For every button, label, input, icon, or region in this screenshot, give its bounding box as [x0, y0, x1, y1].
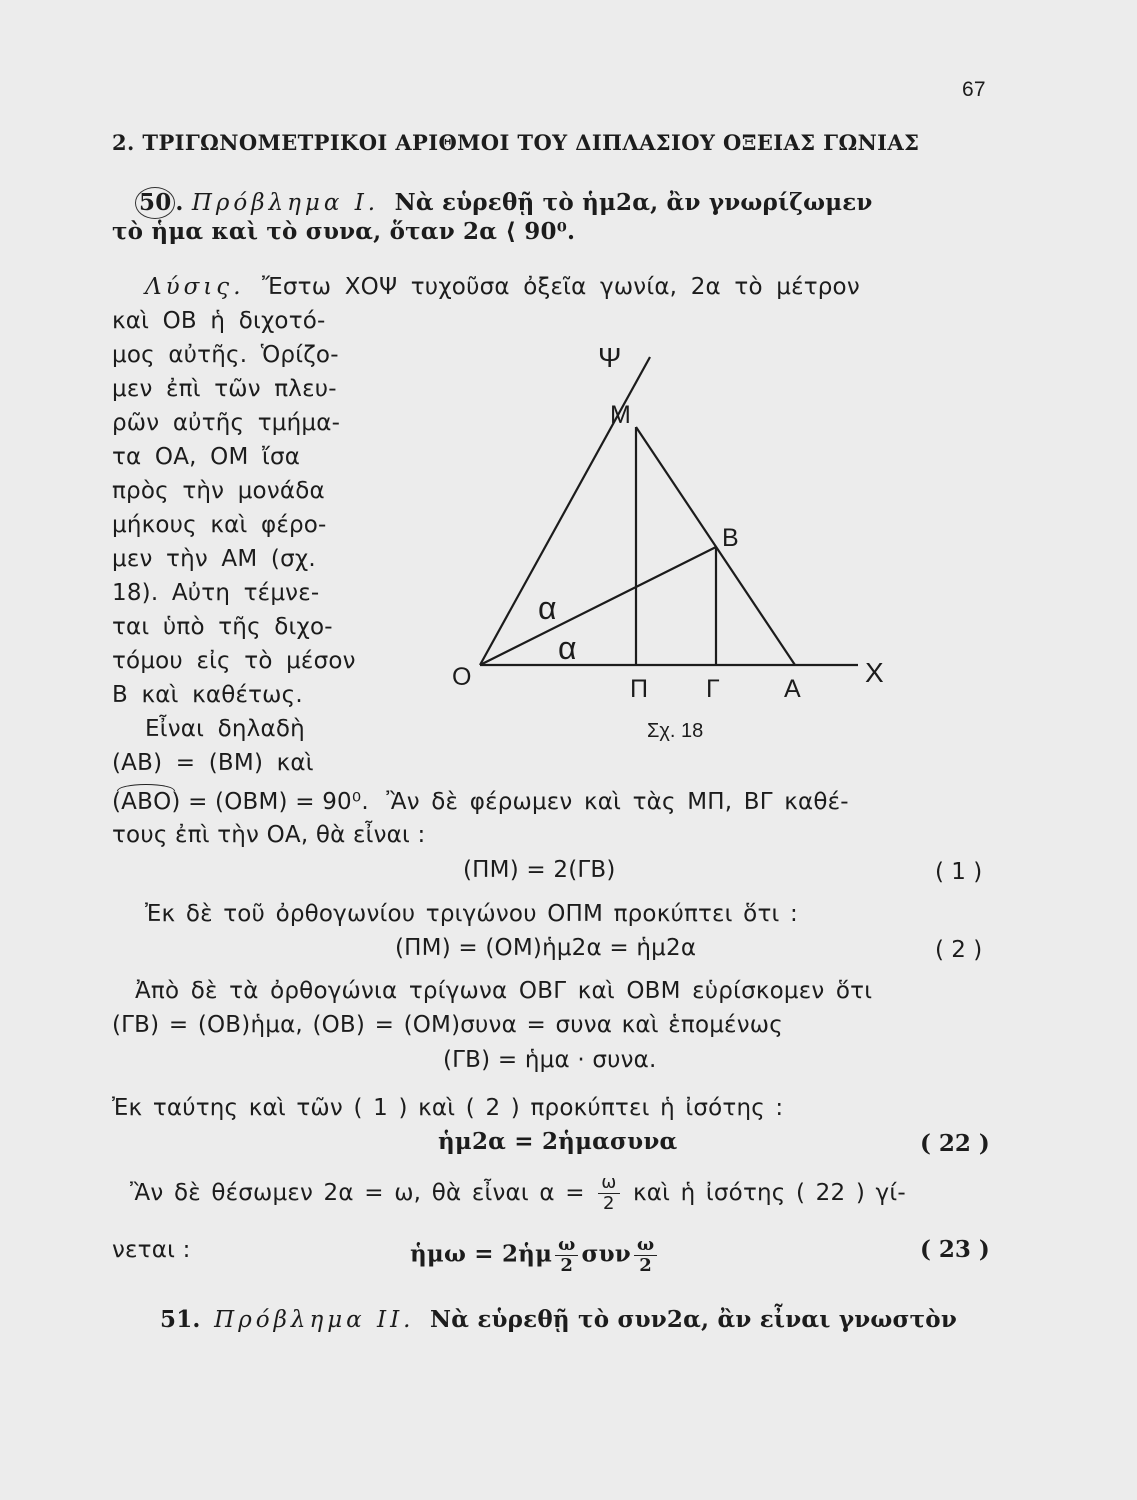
equation-2-number: ( 2 ): [935, 937, 983, 963]
problem-label: Πρόβλημα Ι.: [191, 190, 380, 216]
fraction-omega-2: [598, 1173, 619, 1214]
narrow-line: τόμου εἰς τὸ μέσον: [112, 648, 356, 674]
narrow-line: μεν ἐπὶ τῶν πλευ-: [112, 376, 337, 402]
section-title: 2. ΤΡΙΓΩΝΟΜΕΤΡΙΚΟΙ ΑΡΙΘΜΟΙ ΤΟΥ ΔΙΠΛΑΣΙΟΥ ΟΞΕΙΑΣ ΓΩΝΙΑΣ: [112, 130, 920, 155]
perp-line: τους ἐπὶ τὴν ΟΑ, θὰ εἶναι :: [112, 822, 426, 848]
angle-abo: (ΑΒΟ): [112, 789, 181, 815]
label-psi: Ψ: [598, 342, 622, 373]
set-omega-line: [130, 1173, 906, 1214]
solution-line1: [145, 272, 860, 302]
gb-line: (ΓΒ) = (ΟΒ)ἡμα, (ΟΒ) = (ΟΜ)συνα = συνα καὶ ἑπομένως: [112, 1012, 783, 1038]
equation-23-frac2: [634, 1235, 657, 1276]
label-x: Χ: [865, 657, 884, 688]
eq23-frac2-den: 2: [639, 1255, 652, 1276]
equation-23-part2: συν: [581, 1240, 631, 1268]
eq23-frac1-num: ω: [555, 1235, 578, 1256]
equation-23: [410, 1235, 660, 1276]
equation-23-part1: ἡμω = 2ἡμ: [410, 1240, 553, 1268]
angle-equation-line: [112, 787, 849, 817]
narrow-line: Εἶναι δηλαδὴ: [145, 716, 305, 742]
bisector-ob: [480, 547, 716, 665]
label-m: Μ: [610, 401, 631, 429]
problem-50-line1: 50 . Πρόβλημα Ι. Νὰ εὑρεθῇ τὸ ἡμ2α, ἂν γνωρίζωμεν: [135, 187, 873, 219]
equation-23-frac1: [555, 1235, 578, 1276]
equation-23-number: ( 23 ): [920, 1236, 990, 1263]
narrow-line: ρῶν αὐτῆς τμήμα-: [112, 410, 341, 436]
label-p: Π: [630, 675, 649, 703]
gb-equation: (ΓΒ) = ἡμα · συνα.: [443, 1047, 657, 1073]
angle-rest: Ἂν δὲ φέρωμεν καὶ τὰς ΜΠ, ΒΓ καθέ-: [386, 789, 849, 815]
narrow-line: ται ὑπὸ τῆς διχο-: [112, 614, 333, 640]
fraction-numerator: ω: [598, 1173, 619, 1194]
label-a: Α: [784, 675, 801, 703]
eq23-frac1-den: 2: [560, 1255, 574, 1276]
problem-number: 50: [135, 187, 175, 219]
label-o: Ο: [452, 663, 472, 691]
set-omega-text-end: καὶ ἡ ἰσότης ( 22 ) γί-: [633, 1180, 906, 1206]
label-g: Γ: [706, 675, 720, 703]
narrow-line: πρὸς τὴν μονάδα: [112, 478, 325, 504]
problem-51-line: [160, 1305, 957, 1335]
label-alpha-2: α: [558, 630, 577, 666]
problem-51-number: 51.: [160, 1306, 201, 1333]
equation-1-number: ( 1 ): [935, 859, 983, 885]
narrow-line: μος αὐτῆς. Ὁρίζο-: [112, 342, 339, 368]
eq23-frac2-num: ω: [634, 1235, 657, 1256]
set-omega-text: Ἂν δὲ θέσωμεν 2α = ω, θὰ εἶναι α =: [130, 1180, 585, 1206]
equation-2: (ΠΜ) = (ΟΜ)ἡμ2α = ἡμ2α: [395, 935, 697, 961]
equation-22-number: ( 22 ): [920, 1130, 990, 1157]
label-alpha-1: α: [538, 590, 557, 626]
narrow-line: μήκους καὶ φέρο-: [112, 512, 327, 538]
solution-text: Ἔστω ΧΟΨ τυχοῦσα ὀξεῖα γωνία, 2α τὸ μέτρον: [262, 274, 860, 300]
figure-18: [440, 335, 920, 755]
problem-51-label: Πρόβλημα ΙΙ.: [214, 1307, 415, 1333]
narrow-line: καὶ ΟΒ ἡ διχοτό-: [112, 308, 326, 334]
problem-51-statement: Νὰ εὑρεθῇ τὸ συν2α, ἂν εἶναι γνωστὸν: [430, 1306, 957, 1333]
angle-obm: = (ΟΒΜ) = 90⁰.: [188, 789, 369, 815]
right-triangles-line: Ἀπὸ δὲ τὰ ὀρθογώνια τρίγωνα ΟΒΓ καὶ ΟΒΜ εὑρίσκομεν ὅτι: [135, 978, 873, 1004]
narrow-line: Β καὶ καθέτως.: [112, 682, 303, 708]
narrow-line: 18). Αὐτη τέμνε-: [112, 580, 320, 606]
equation-1: (ΠΜ) = 2(ΓΒ): [463, 857, 616, 883]
problem-statement: Νὰ εὑρεθῇ τὸ ἡμ2α, ἂν γνωρίζωμεν: [394, 189, 873, 216]
label-b: Β: [722, 524, 739, 552]
narrow-line: τα ΟΑ, ΟΜ ἴσα: [112, 444, 301, 470]
narrow-line: (ΑΒ) = (ΒΜ) καὶ: [112, 750, 314, 776]
solution-label: Λύσις.: [145, 274, 245, 300]
from-line: Ἐκ ταύτης καὶ τῶν ( 1 ) καὶ ( 2 ) προκύπτει ἡ ἰσότης :: [112, 1095, 784, 1121]
triangle-line: Ἐκ δὲ τοῦ ὀρθογωνίου τριγώνου ΟΠΜ προκύπτει ὅτι :: [145, 901, 798, 927]
fraction-denominator: 2: [603, 1193, 615, 1214]
equation-22: ἡμ2α = 2ἡμασυνα: [438, 1128, 678, 1155]
problem-statement-cont: τὸ ἡμα καὶ τὸ συνα, ὅταν 2α ⟨ 90⁰.: [112, 218, 576, 245]
becomes-line: νεται :: [112, 1237, 191, 1263]
narrow-line: μεν τὴν ΑΜ (σχ.: [112, 546, 316, 572]
page-number: 67: [962, 78, 986, 101]
figure-caption: Σχ. 18: [647, 720, 704, 742]
